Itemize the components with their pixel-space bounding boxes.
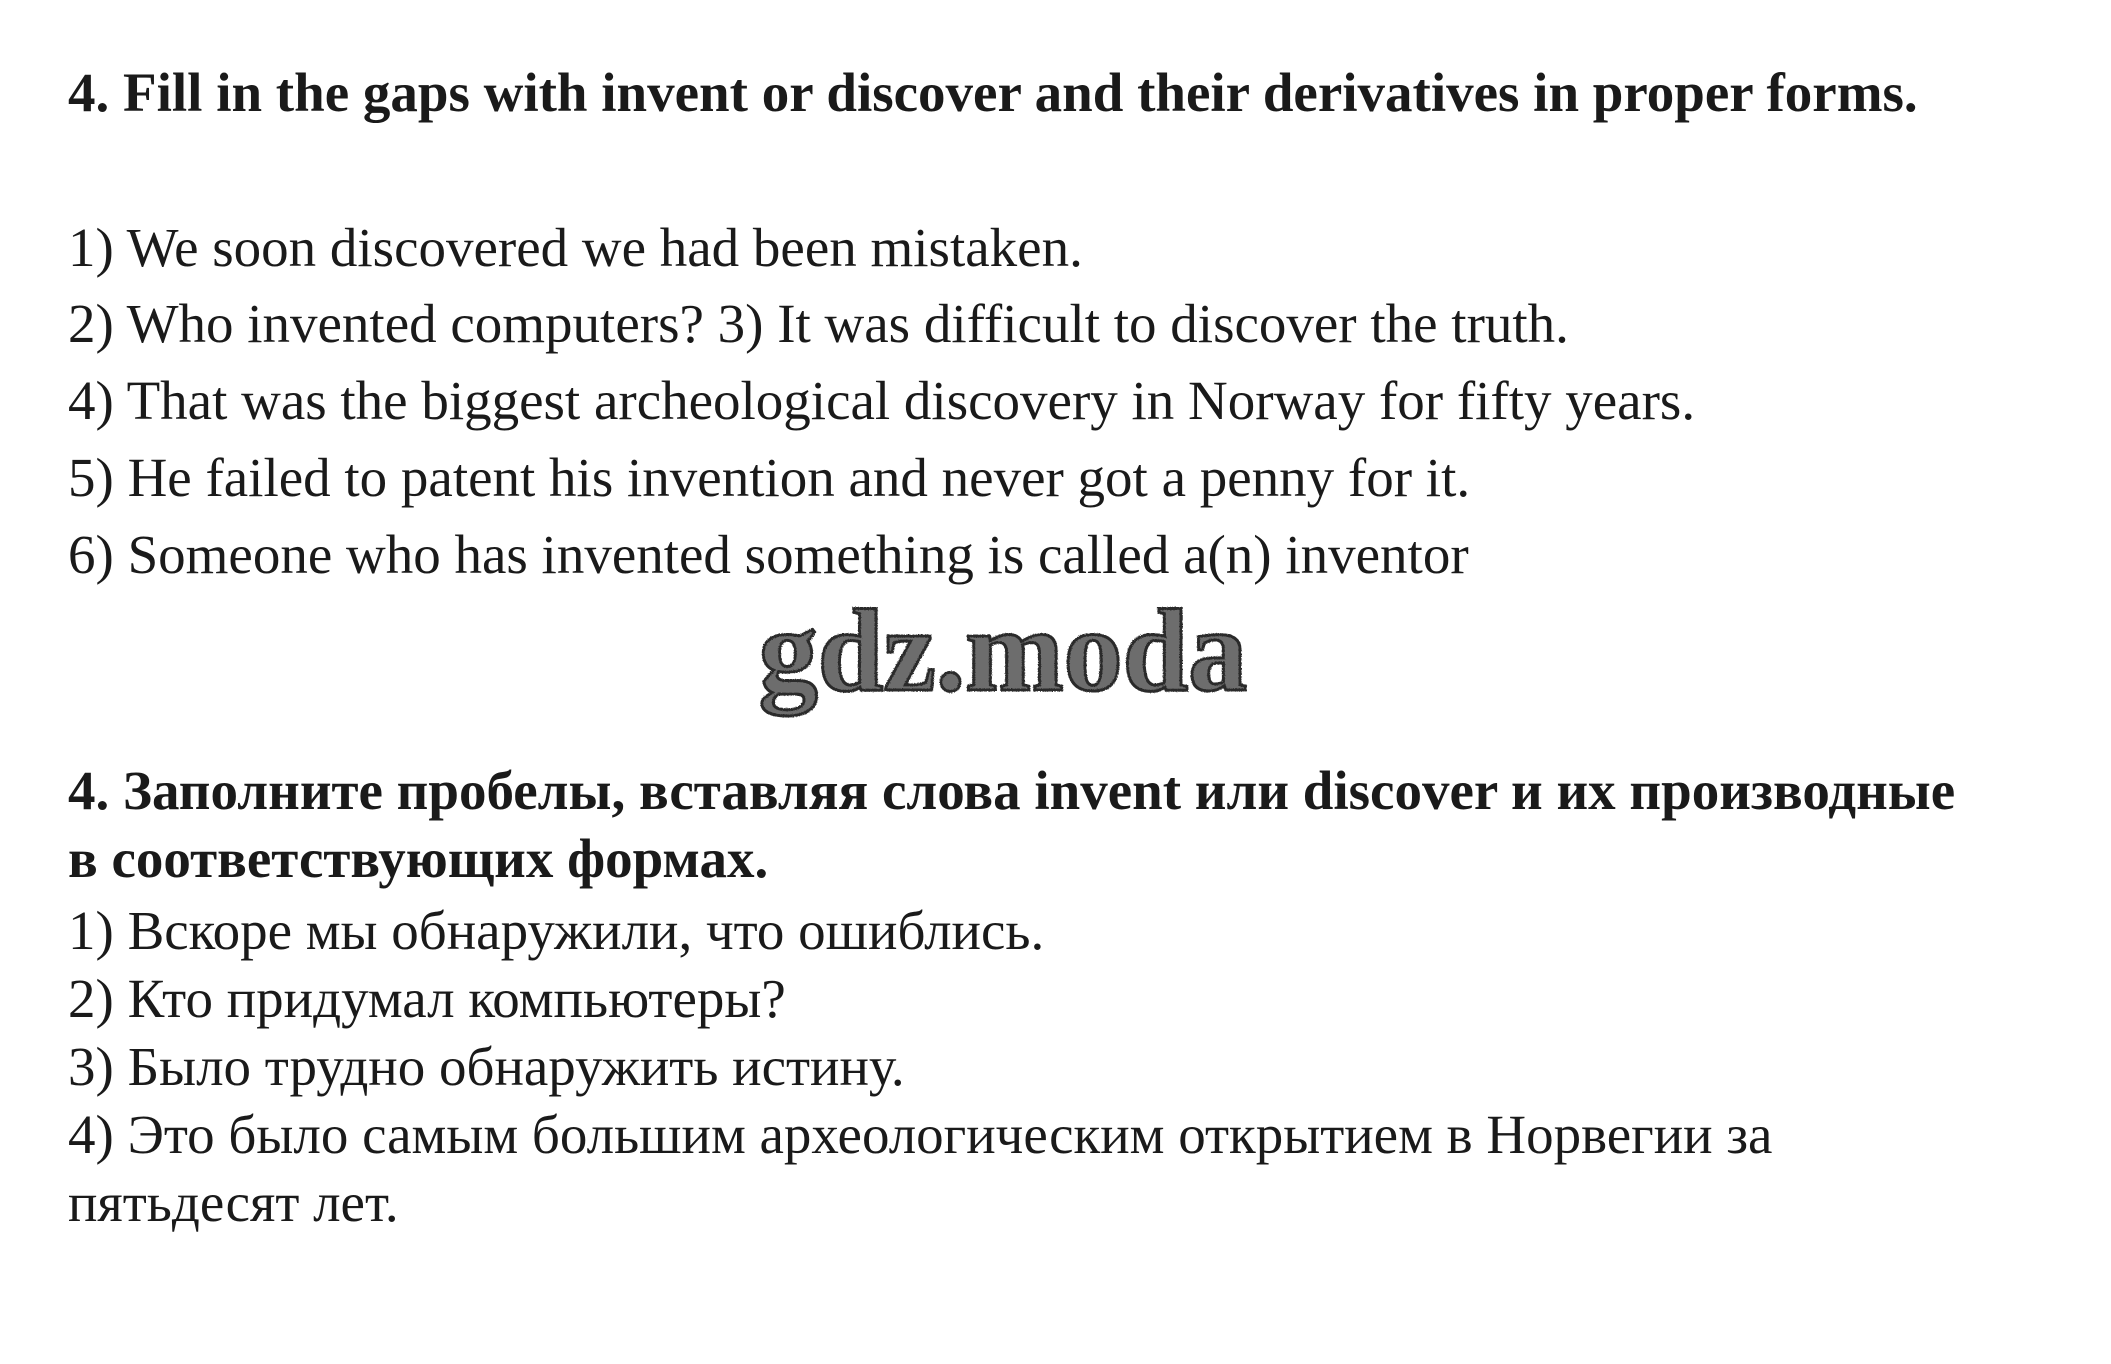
english-line-3: 4) That was the biggest archeological discovery in Norway for fifty years. bbox=[68, 370, 1696, 431]
english-line-5: 6) Someone who has invented something is called a(n) inventor bbox=[68, 524, 1469, 585]
exercise-heading-russian: 4. Заполните пробелы, вставляя слова invent или discover и их производные в соответствующих формах. bbox=[68, 760, 1956, 889]
english-line-2: 2) Who invented computers? 3) It was difficult to discover the truth. bbox=[68, 293, 1569, 354]
exercise-heading-english: 4. Fill in the gaps with invent or discover and their derivatives in proper forms. bbox=[68, 62, 1918, 123]
russian-line-4: 4) Это было самым большим археологическим открытием в Норвегии за пятьдесят лет. bbox=[68, 1104, 1773, 1233]
watermark-text: gdz.moda bbox=[758, 590, 1248, 716]
russian-line-1: 1) Вскоре мы обнаружили, что ошиблись. bbox=[68, 900, 1045, 961]
english-line-1: 1) We soon discovered we had been mistaken. bbox=[68, 217, 1083, 278]
english-line-4: 5) He failed to patent his invention and never got a penny for it. bbox=[68, 447, 1471, 508]
watermark-logo bbox=[678, 590, 1328, 730]
russian-line-3: 3) Было трудно обнаружить истину. bbox=[68, 1036, 905, 1097]
russian-line-2: 2) Кто придумал компьютеры? bbox=[68, 968, 786, 1029]
